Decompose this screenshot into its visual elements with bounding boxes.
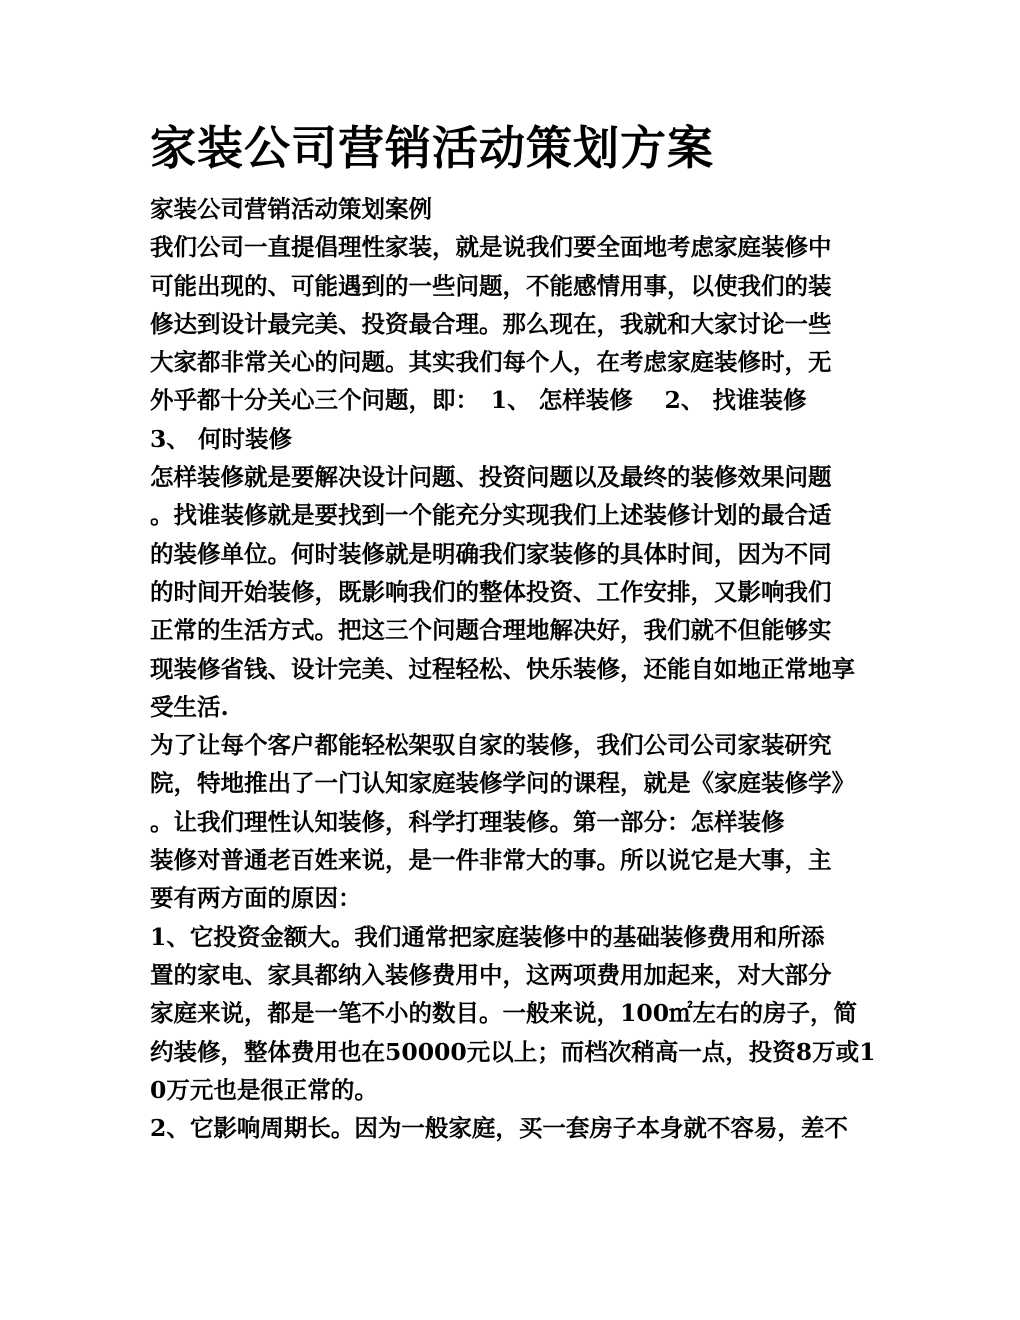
body-line: 装修对普通老百姓来说，是一件非常大的事。所以说它是大事，主 [150,846,832,875]
body-line: 受生活. [150,692,229,721]
body-line: 1、它投资金额大。我们通常把家庭装修中的基础装修费用和所添 [150,922,825,951]
document-title: 家装公司营销活动策划方案 [150,121,714,175]
body-line: 正常的生活方式。把这三个问题合理地解决好，我们就不但能够实 [150,616,832,645]
body-line: 可能出现的、可能遇到的一些问题，不能感情用事，以使我们的装 [150,271,832,300]
body-line: 要有两方面的原因： [150,884,362,913]
body-line: 家庭来说，都是一笔不小的数目。一般来说，100㎡左右的房子，简 [150,999,858,1028]
body-line: 为了让每个客户都能轻松架驭自家的装修，我们公司公司家装研究 [150,731,832,760]
body-line: 我们公司一直提倡理性家装，就是说我们要全面地考虑家庭装修中 [150,233,832,262]
body-line: 家装公司营销活动策划案例 [150,195,432,223]
body-line: 怎样装修就是要解决设计问题、投资问题以及最终的装修效果问题 [150,463,832,492]
body-line: 大家都非常关心的问题。其实我们每个人，在考虑家庭装修时，无 [150,348,832,377]
body-line: 0万元也是很正常的。 [150,1075,378,1104]
body-line: 。让我们理性认知装修，科学打理装修。第一部分：怎样装修 [150,807,785,836]
body-line: 3、 何时装修 [150,424,293,453]
body-line: 约装修，整体费用也在50000元以上；而档次稍高一点，投资8万或1 [150,1037,876,1066]
body-line: 的装修单位。何时装修就是明确我们家装修的具体时间，因为不同 [150,539,832,568]
body-line: 修达到设计最完美、投资最合理。那么现在，我就和大家讨论一些 [150,309,832,338]
body-line: 院，特地推出了一门认知家庭装修学问的课程，就是《家庭装修学》 [150,769,855,798]
body-line: 。找谁装修就是要找到一个能充分实现我们上述装修计划的最合适 [150,501,832,530]
document-body [150,190,876,1147]
body-line: 2、它影响周期长。因为一般家庭，买一套房子本身就不容易，差不 [150,1114,848,1143]
body-line: 置的家电、家具都纳入装修费用中，这两项费用加起来，对大部分 [150,960,832,989]
body-line: 现装修省钱、设计完美、过程轻松、快乐装修，还能自如地正常地享 [150,654,855,683]
body-line: 的时间开始装修，既影响我们的整体投资、工作安排，又影响我们 [150,577,832,606]
body-line: 外乎都十分关心三个问题，即： 1、 怎样装修 2、 找谁装修 [150,386,807,415]
